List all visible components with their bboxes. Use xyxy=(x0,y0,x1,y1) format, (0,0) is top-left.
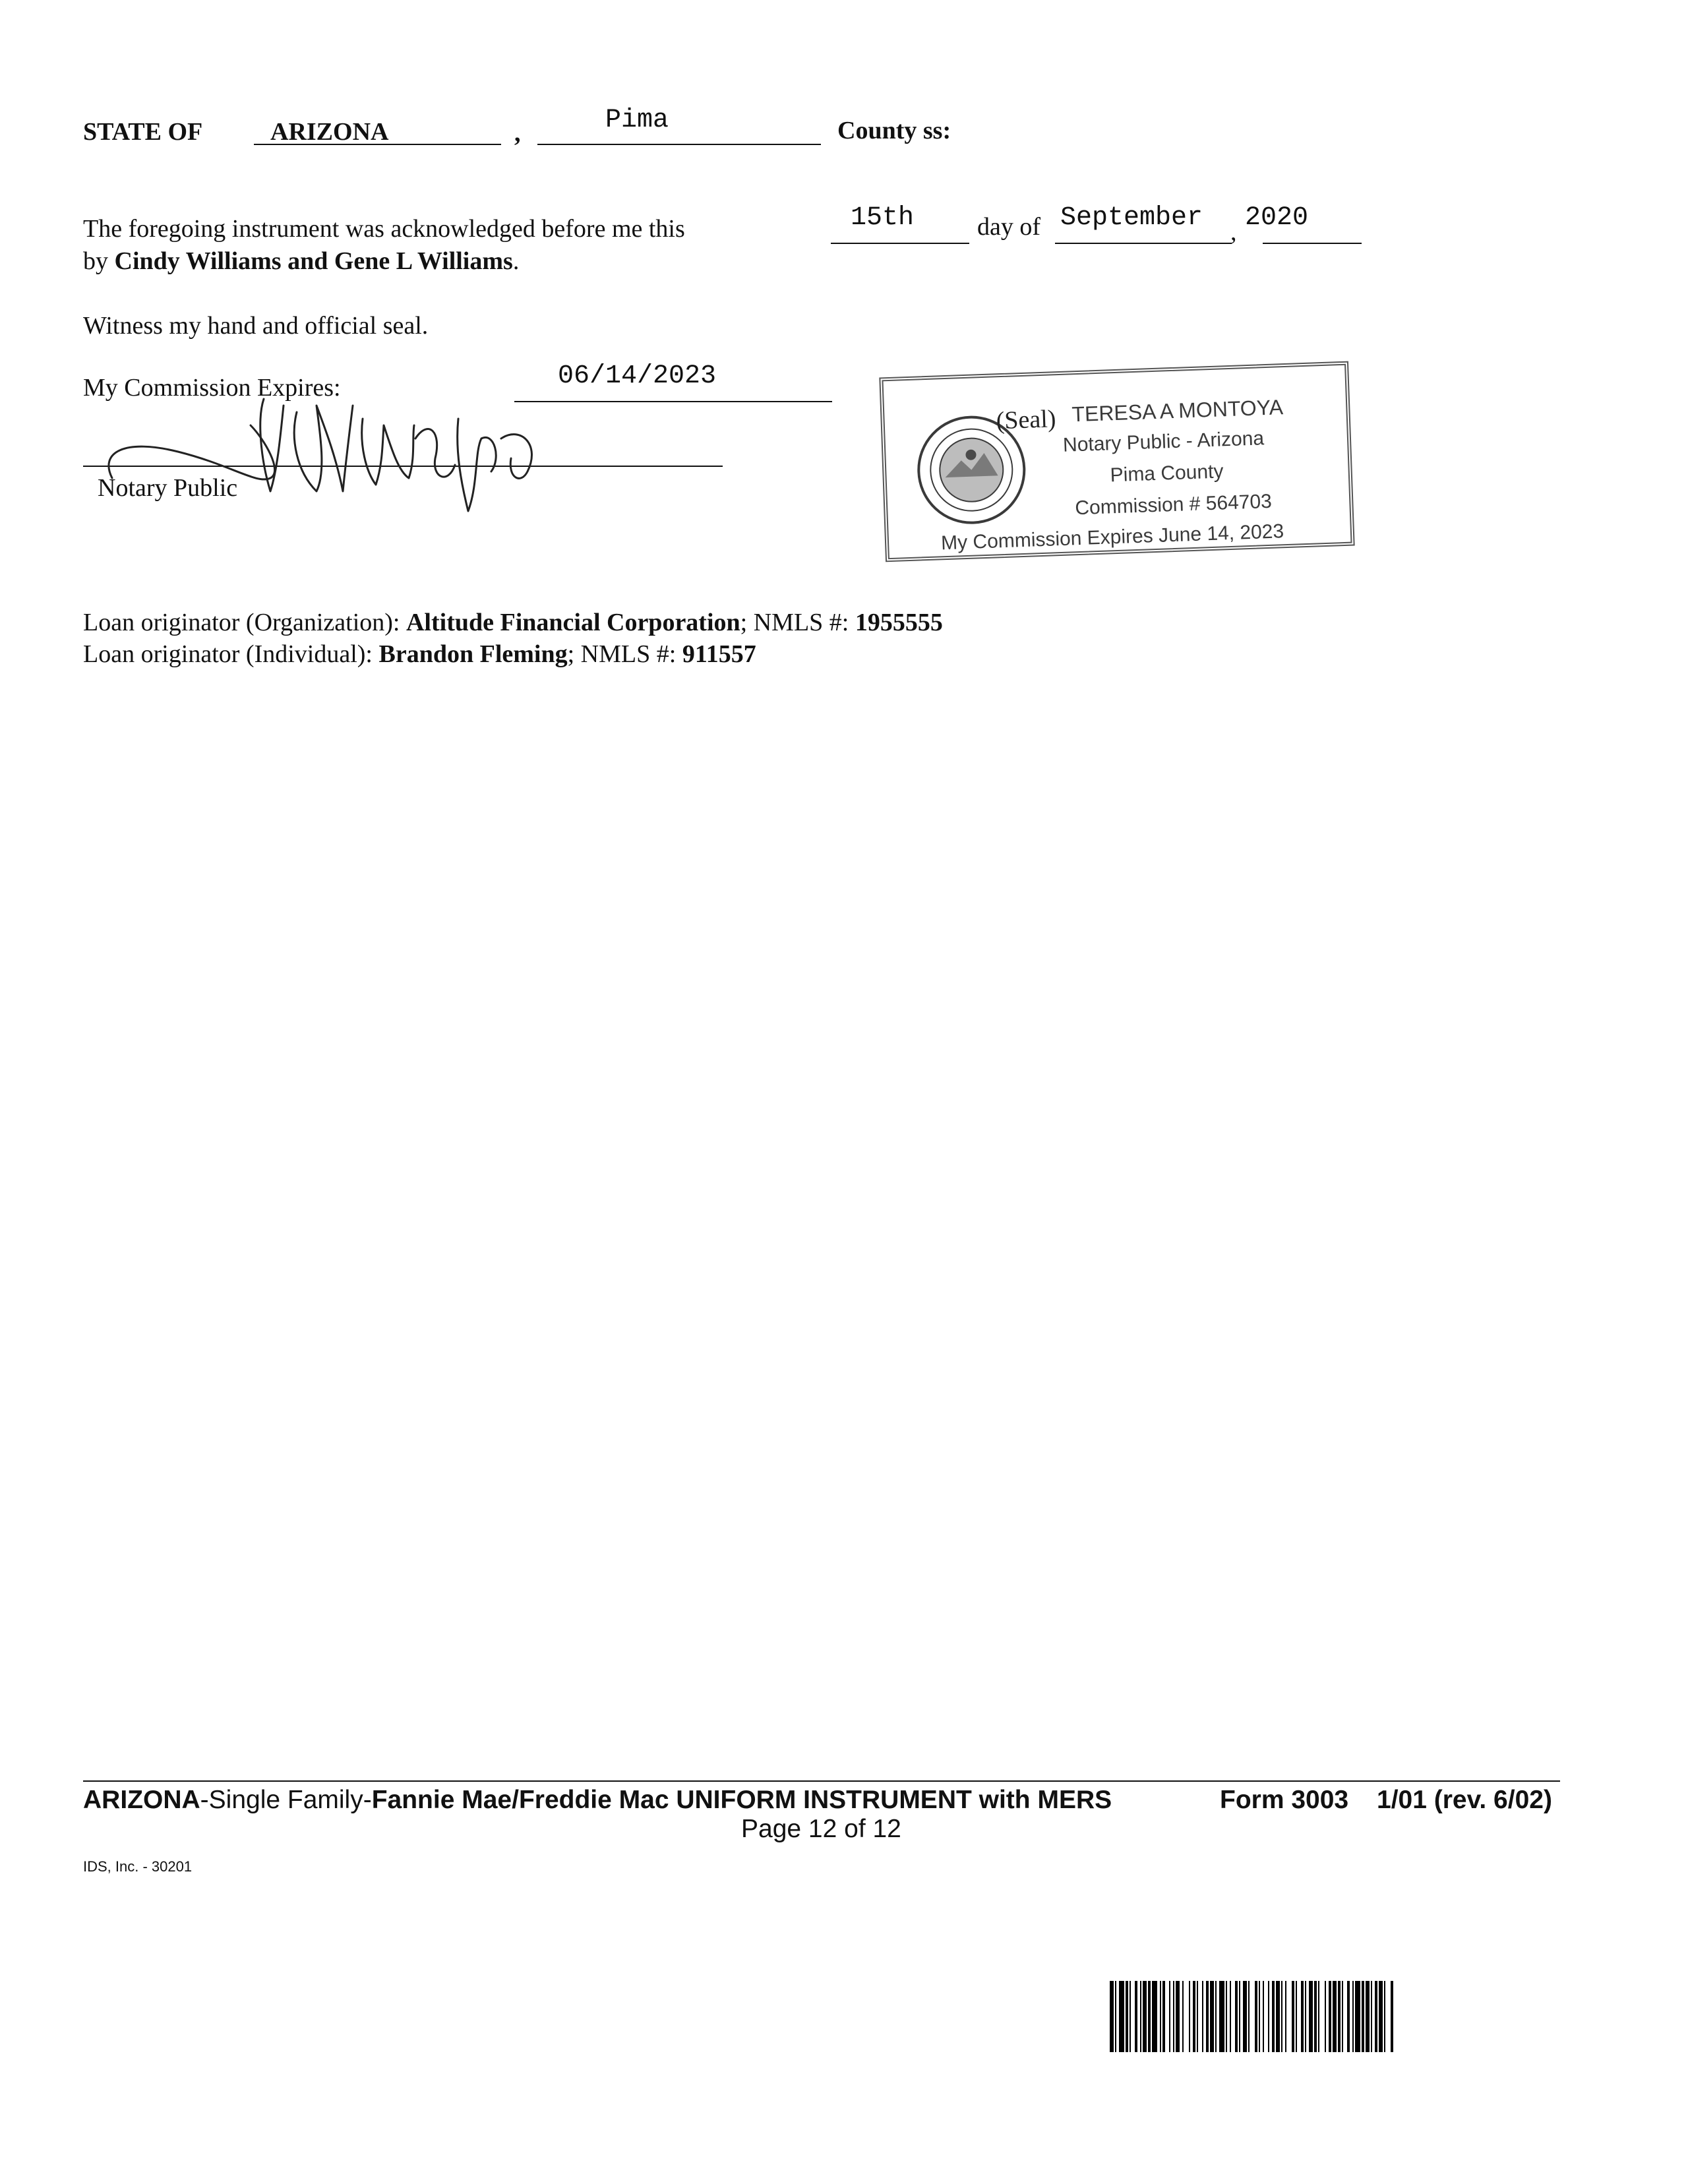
footer-desc-bold: Fannie Mae/Freddie Mac UNIFORM INSTRUMENT with MERS xyxy=(371,1786,1112,1814)
ind-name: Brandon Fleming xyxy=(378,640,568,668)
footer-desc-plain: -Single Family- xyxy=(200,1786,372,1814)
commission-label: My Commission Expires: xyxy=(83,374,341,402)
footer-rule xyxy=(83,1780,1560,1782)
document-barcode xyxy=(1110,1981,1562,2052)
stamp-title: Notary Public - Arizona xyxy=(1062,427,1265,456)
footer-page-number: Page 12 of 12 xyxy=(741,1815,901,1843)
month-year-comma: , xyxy=(1230,218,1237,246)
county-value: Pima xyxy=(605,106,669,135)
footer-form-title xyxy=(83,1786,1112,1815)
loan-originator-organization xyxy=(83,608,943,637)
year-underline xyxy=(1263,243,1362,244)
ind-nmls-label: ; NMLS #: xyxy=(567,640,682,668)
notary-public-label: Notary Public xyxy=(98,474,238,502)
month-underline xyxy=(1055,243,1232,244)
month-value: September xyxy=(1060,203,1203,233)
stamp-county: Pima County xyxy=(1110,460,1224,487)
witness-statement: Witness my hand and official seal. xyxy=(83,312,429,340)
state-label: STATE OF xyxy=(83,118,203,146)
signers-line xyxy=(83,247,519,276)
signer-names: Cindy Williams and Gene L Williams xyxy=(114,247,513,275)
stamp-expiration: My Commission Expires June 14, 2023 xyxy=(940,520,1284,555)
footer-state: ARIZONA xyxy=(83,1786,200,1814)
state-county-comma: , xyxy=(514,119,521,147)
by-prefix: by xyxy=(83,247,108,275)
org-name: Altitude Financial Corporation xyxy=(406,609,740,636)
stamp-commission-number: Commission # 564703 xyxy=(1074,490,1273,520)
day-value: 15th xyxy=(851,203,915,233)
county-label: County ss: xyxy=(837,117,951,144)
footer-form-number: Form 3003 xyxy=(1220,1786,1349,1814)
day-underline xyxy=(831,243,969,244)
footer-vendor-code: IDS, Inc. - 30201 xyxy=(83,1858,193,1875)
stamp-name: TERESA A MONTOYA xyxy=(1071,395,1284,427)
state-value: ARIZONA xyxy=(270,118,389,146)
day-of-label: day of xyxy=(977,213,1041,241)
ind-prefix: Loan originator (Individual): xyxy=(83,640,379,668)
notary-signature xyxy=(99,379,600,521)
loan-originator-individual xyxy=(83,640,756,669)
ind-nmls: 911557 xyxy=(682,640,756,668)
commission-value: 06/14/2023 xyxy=(558,361,717,391)
county-underline xyxy=(537,144,821,145)
signers-period: . xyxy=(512,247,520,275)
year-value: 2020 xyxy=(1245,203,1309,233)
org-prefix: Loan originator (Organization): xyxy=(83,609,406,636)
org-nmls: 1955555 xyxy=(855,609,943,636)
seal-label: (Seal) xyxy=(996,405,1057,435)
org-nmls-label: ; NMLS #: xyxy=(740,609,855,636)
acknowledgment-intro: The foregoing instrument was acknowledged before me this xyxy=(83,215,685,243)
footer-form-version: 1/01 (rev. 6/02) xyxy=(1377,1786,1552,1814)
notary-stamp xyxy=(879,361,1353,562)
